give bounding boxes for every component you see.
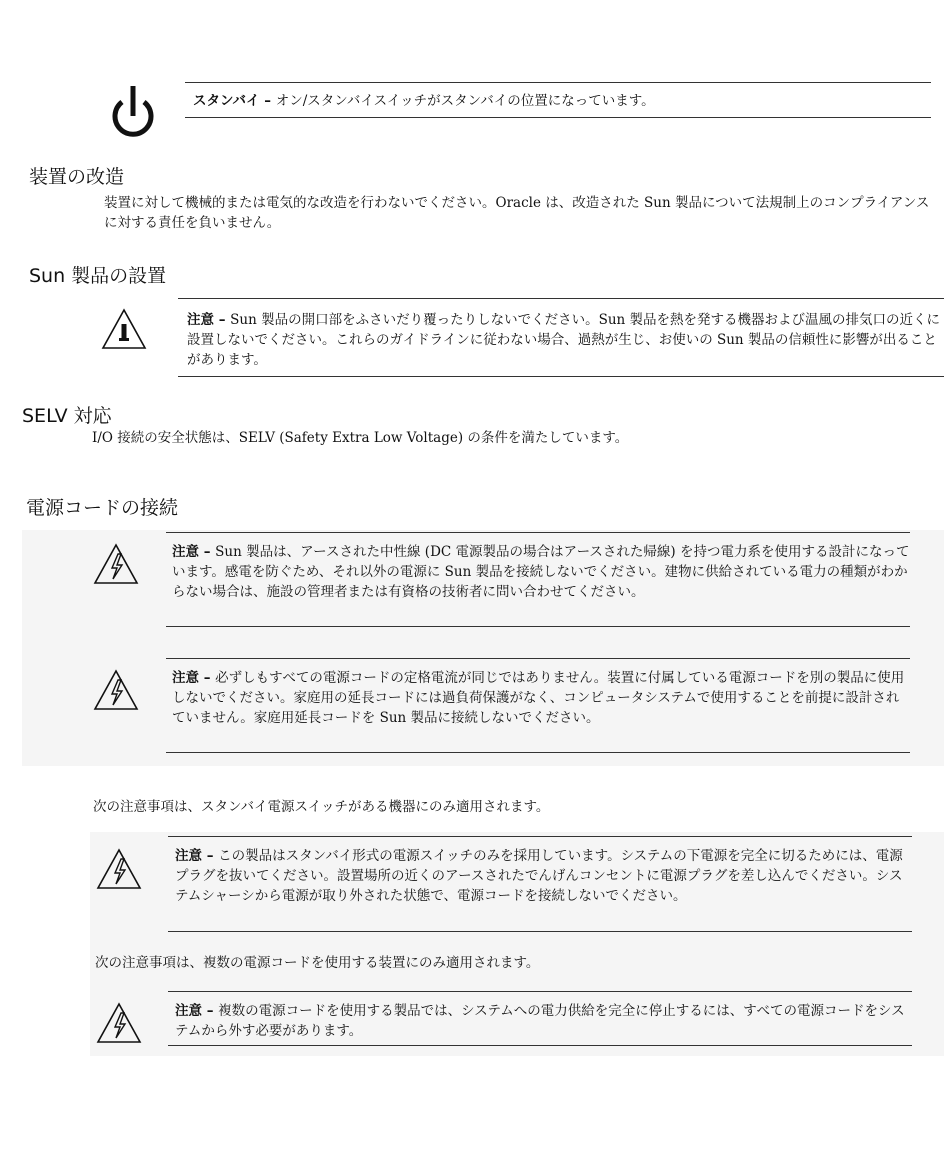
caution4-bottom-rule bbox=[168, 1045, 912, 1046]
selv-text: I/O 接続の安全状態は、SELV (Safety Extra Low Voltage) の条件を満たしています。 bbox=[92, 430, 629, 446]
power-heading: 電源コードの接続 bbox=[26, 497, 179, 519]
caution3-bottom-rule bbox=[168, 931, 912, 932]
modification-heading: 装置の改造 bbox=[29, 166, 125, 188]
modification-text: 装置に対して機械的または電気的な改造を行わないでください。Oracle は、改造された Sun 製品について法規制上のコンプライアンスに対する責任を負いません。 bbox=[104, 195, 930, 231]
placement-top-rule bbox=[178, 298, 944, 299]
caution1-top-rule bbox=[166, 532, 910, 533]
power-caution4-text: 注意 – 複数の電源コードを使用する製品では、システムへの電力供給を完全に停止するには、すべての電源コードをシステムから外す必要があります。 bbox=[175, 1003, 905, 1039]
caution4-top-rule bbox=[168, 991, 912, 992]
electrical-hazard-icon bbox=[96, 848, 142, 890]
power-caution3-text: 注意 – この製品はスタンバイ形式の電源スイッチのみを採用しています。システムの下電源を完全に切るためには、電源プラグを抜いてください。設置場所の近くのアースされたでんげんコンセントに電源プラグを差し込んでください。システムシャーシから電源が取り外された状態で、電源コードを接続しないでください。 bbox=[175, 848, 903, 904]
caution2-top-rule bbox=[166, 658, 910, 659]
caution1-bottom-rule bbox=[166, 626, 910, 627]
power-caution2-text: 注意 – 必ずしもすべての電源コードの定格電流が同じではありません。装置に付属している電源コードを別の製品に使用しないでください。家庭用の延長コードには過負荷保護がなく、コンピュータシステムで使用することを前提に設計されていません。家庭用延長コードを Sun 製品に接続しないでください。 bbox=[172, 670, 905, 726]
placement-caution-text: 注意 – Sun 製品の開口部をふさいだり覆ったりしないでください。Sun 製品を熱を発する機器および温風の排気口の近くに設置しないでください。これらのガイドラインに従わない場合、過熱が生じ、お使いの Sun 製品の信頼性に影響が出ることがあります。 bbox=[187, 312, 941, 368]
placement-heading: Sun 製品の設置 bbox=[29, 265, 167, 287]
placement-bottom-rule bbox=[178, 376, 944, 377]
standby-top-rule bbox=[185, 82, 931, 83]
power-note2: 次の注意事項は、複数の電源コードを使用する装置にのみ適用されます。 bbox=[95, 955, 540, 971]
electrical-hazard-icon bbox=[93, 669, 139, 711]
power-standby-icon bbox=[108, 84, 158, 142]
caution2-bottom-rule bbox=[166, 752, 910, 753]
power-caution1-text: 注意 – Sun 製品は、アースされた中性線 (DC 電源製品の場合はアースされた帰線) を持つ電力系を使用する設計になっています。感電を防ぐため、それ以外の電源に Sun 製品を接続しないでください。建物に供給されている電力の種類がわからない場合は、施設の管理者または有資格の技術者に問い合わせてください。 bbox=[172, 544, 910, 600]
standby-bottom-rule bbox=[185, 117, 931, 118]
caution-icon bbox=[101, 308, 147, 350]
electrical-hazard-icon bbox=[96, 1002, 142, 1044]
selv-heading: SELV 対応 bbox=[22, 405, 112, 427]
caution3-top-rule bbox=[168, 836, 912, 837]
electrical-hazard-icon bbox=[93, 543, 139, 585]
power-note1: 次の注意事項は、スタンバイ電源スイッチがある機器にのみ適用されます。 bbox=[93, 799, 550, 815]
standby-text: スタンバイ – オン/スタンバイスイッチがスタンバイの位置になっています。 bbox=[193, 93, 655, 109]
